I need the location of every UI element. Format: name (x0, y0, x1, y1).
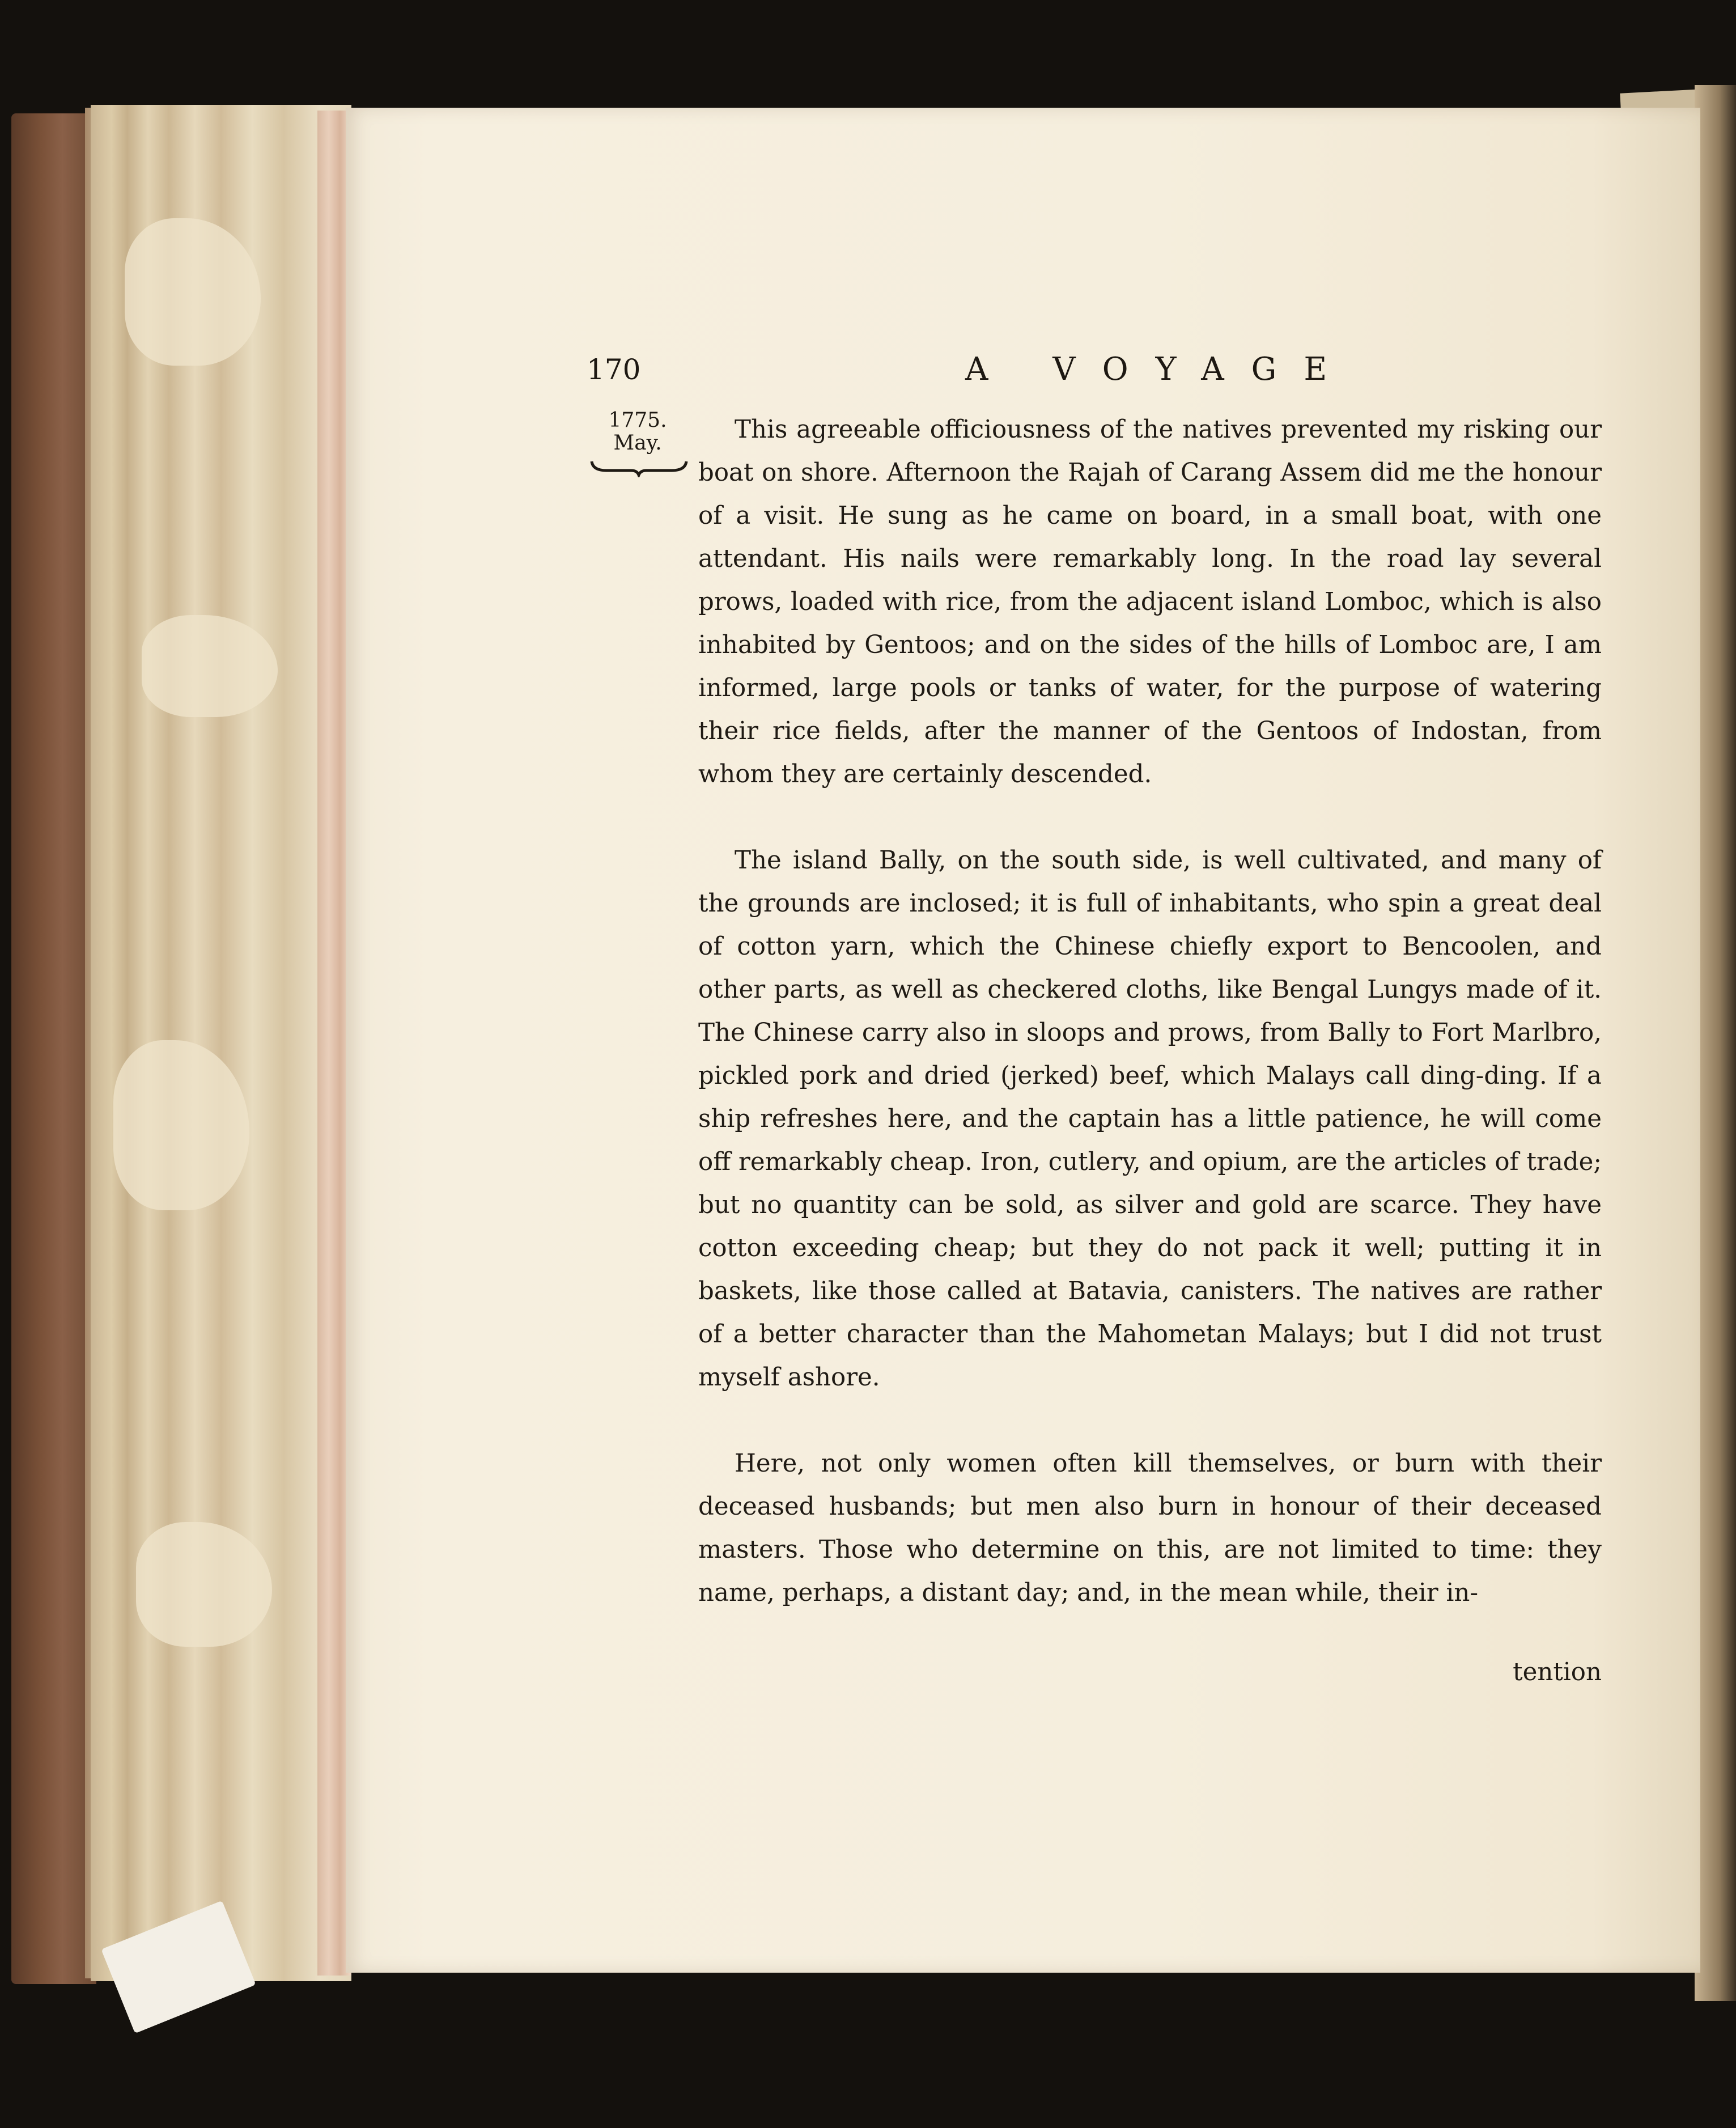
running-title: A VOYAGE (965, 351, 1355, 388)
margin-month: May. (613, 431, 662, 455)
page-number: 170 (587, 353, 641, 386)
page-tear (136, 1522, 272, 1647)
paragraph-3: Here, not only women often kill themselves, or burn with their deceased husbands; but men also burn in honour of their deceased masters. Those who determine on this, are not limited to time: they name, perhaps, a distant day; and, in the mean while, their in- (698, 1449, 1602, 1607)
body-text (698, 408, 1602, 1658)
marginal-date (595, 409, 680, 455)
marginal-brace-icon (589, 458, 689, 477)
margin-year: 1775. (608, 409, 667, 432)
paragraph-2: The island Bally, on the south side, is well cultivated, and many of the grounds are inclosed; it is full of inhabitants, who spin a great deal of cotton yarn, which the Chinese chiefly export to Bencoolen, and other parts, as well as checkered cloths, like Bengal Lungys made of it. The Chinese carry also in sloops and prows, from Bally to Fort Marlbro, pickled pork and dried (jerked) beef, which Malays call ding-ding. If a ship refreshes here, and the captain has a little patience, he will come off remarkably cheap. Iron, cutlery, and opium, are the articles of trade; but no quantity can be sold, as silver and gold are scarce. They have cotton exceeding cheap; but they do not pack it well; putting it in baskets, like those called at Batavia, canisters. The natives are rather of a better character than the Mahometan Malays; but I did not trust myself ashore. (698, 846, 1602, 1392)
catchword: tention (1513, 1658, 1602, 1686)
page-tear (142, 615, 278, 717)
page-stack-edges (91, 105, 351, 1981)
paragraph-1: This agreeable officiousness of the natives prevented my risking our boat on shore. Afternoon the Rajah of Carang Assem did me the honour of a visit. He sung as he came on board, in a small boat, with one attendant. His nails were remarkably long. In the road lay several prows, loaded with rice, from the adjacent island Lomboc, which is also inhabited by Gentoos; and on the sides of the hills of Lomboc are, I am informed, large pools or tanks of water, for the purpose of watering their rice fields, after the manner of the Gentoos of Indostan, from whom they are certainly descended. (698, 416, 1602, 789)
running-head (587, 347, 1595, 392)
right-page-edge (1695, 85, 1736, 2001)
page-tear (125, 218, 261, 366)
page-tear (113, 1040, 249, 1210)
book-cover-spine (11, 113, 96, 1984)
